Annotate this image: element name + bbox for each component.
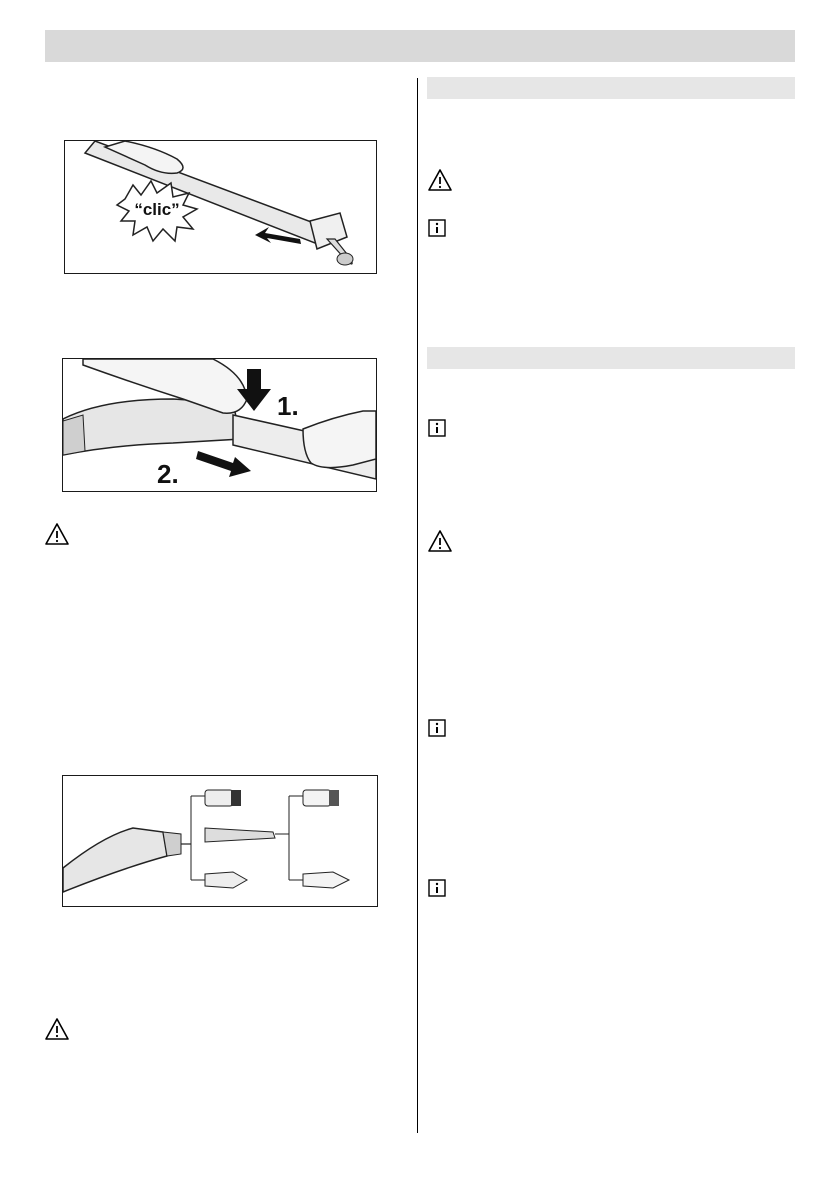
info-icon: [428, 419, 446, 437]
figure-tube-click: [64, 140, 377, 274]
info-icon: [428, 219, 446, 237]
step-1-label: 1.: [277, 391, 299, 421]
info-icon: [428, 719, 446, 737]
page-header-bar: [45, 30, 795, 62]
section-heading-bar-2: [427, 347, 795, 369]
warning-triangle-icon: [44, 522, 70, 546]
section-heading-bar-1: [427, 77, 795, 99]
column-divider: [417, 78, 418, 1133]
step-2-label: 2.: [157, 459, 179, 489]
clic-callout: “clic”: [134, 200, 180, 219]
info-icon: [428, 879, 446, 897]
figure-nozzle-accessories: [62, 775, 378, 907]
warning-triangle-icon: [427, 529, 453, 553]
warning-triangle-icon: [427, 168, 453, 192]
warning-triangle-icon: [44, 1017, 70, 1041]
figure-tube-release: [62, 358, 377, 492]
